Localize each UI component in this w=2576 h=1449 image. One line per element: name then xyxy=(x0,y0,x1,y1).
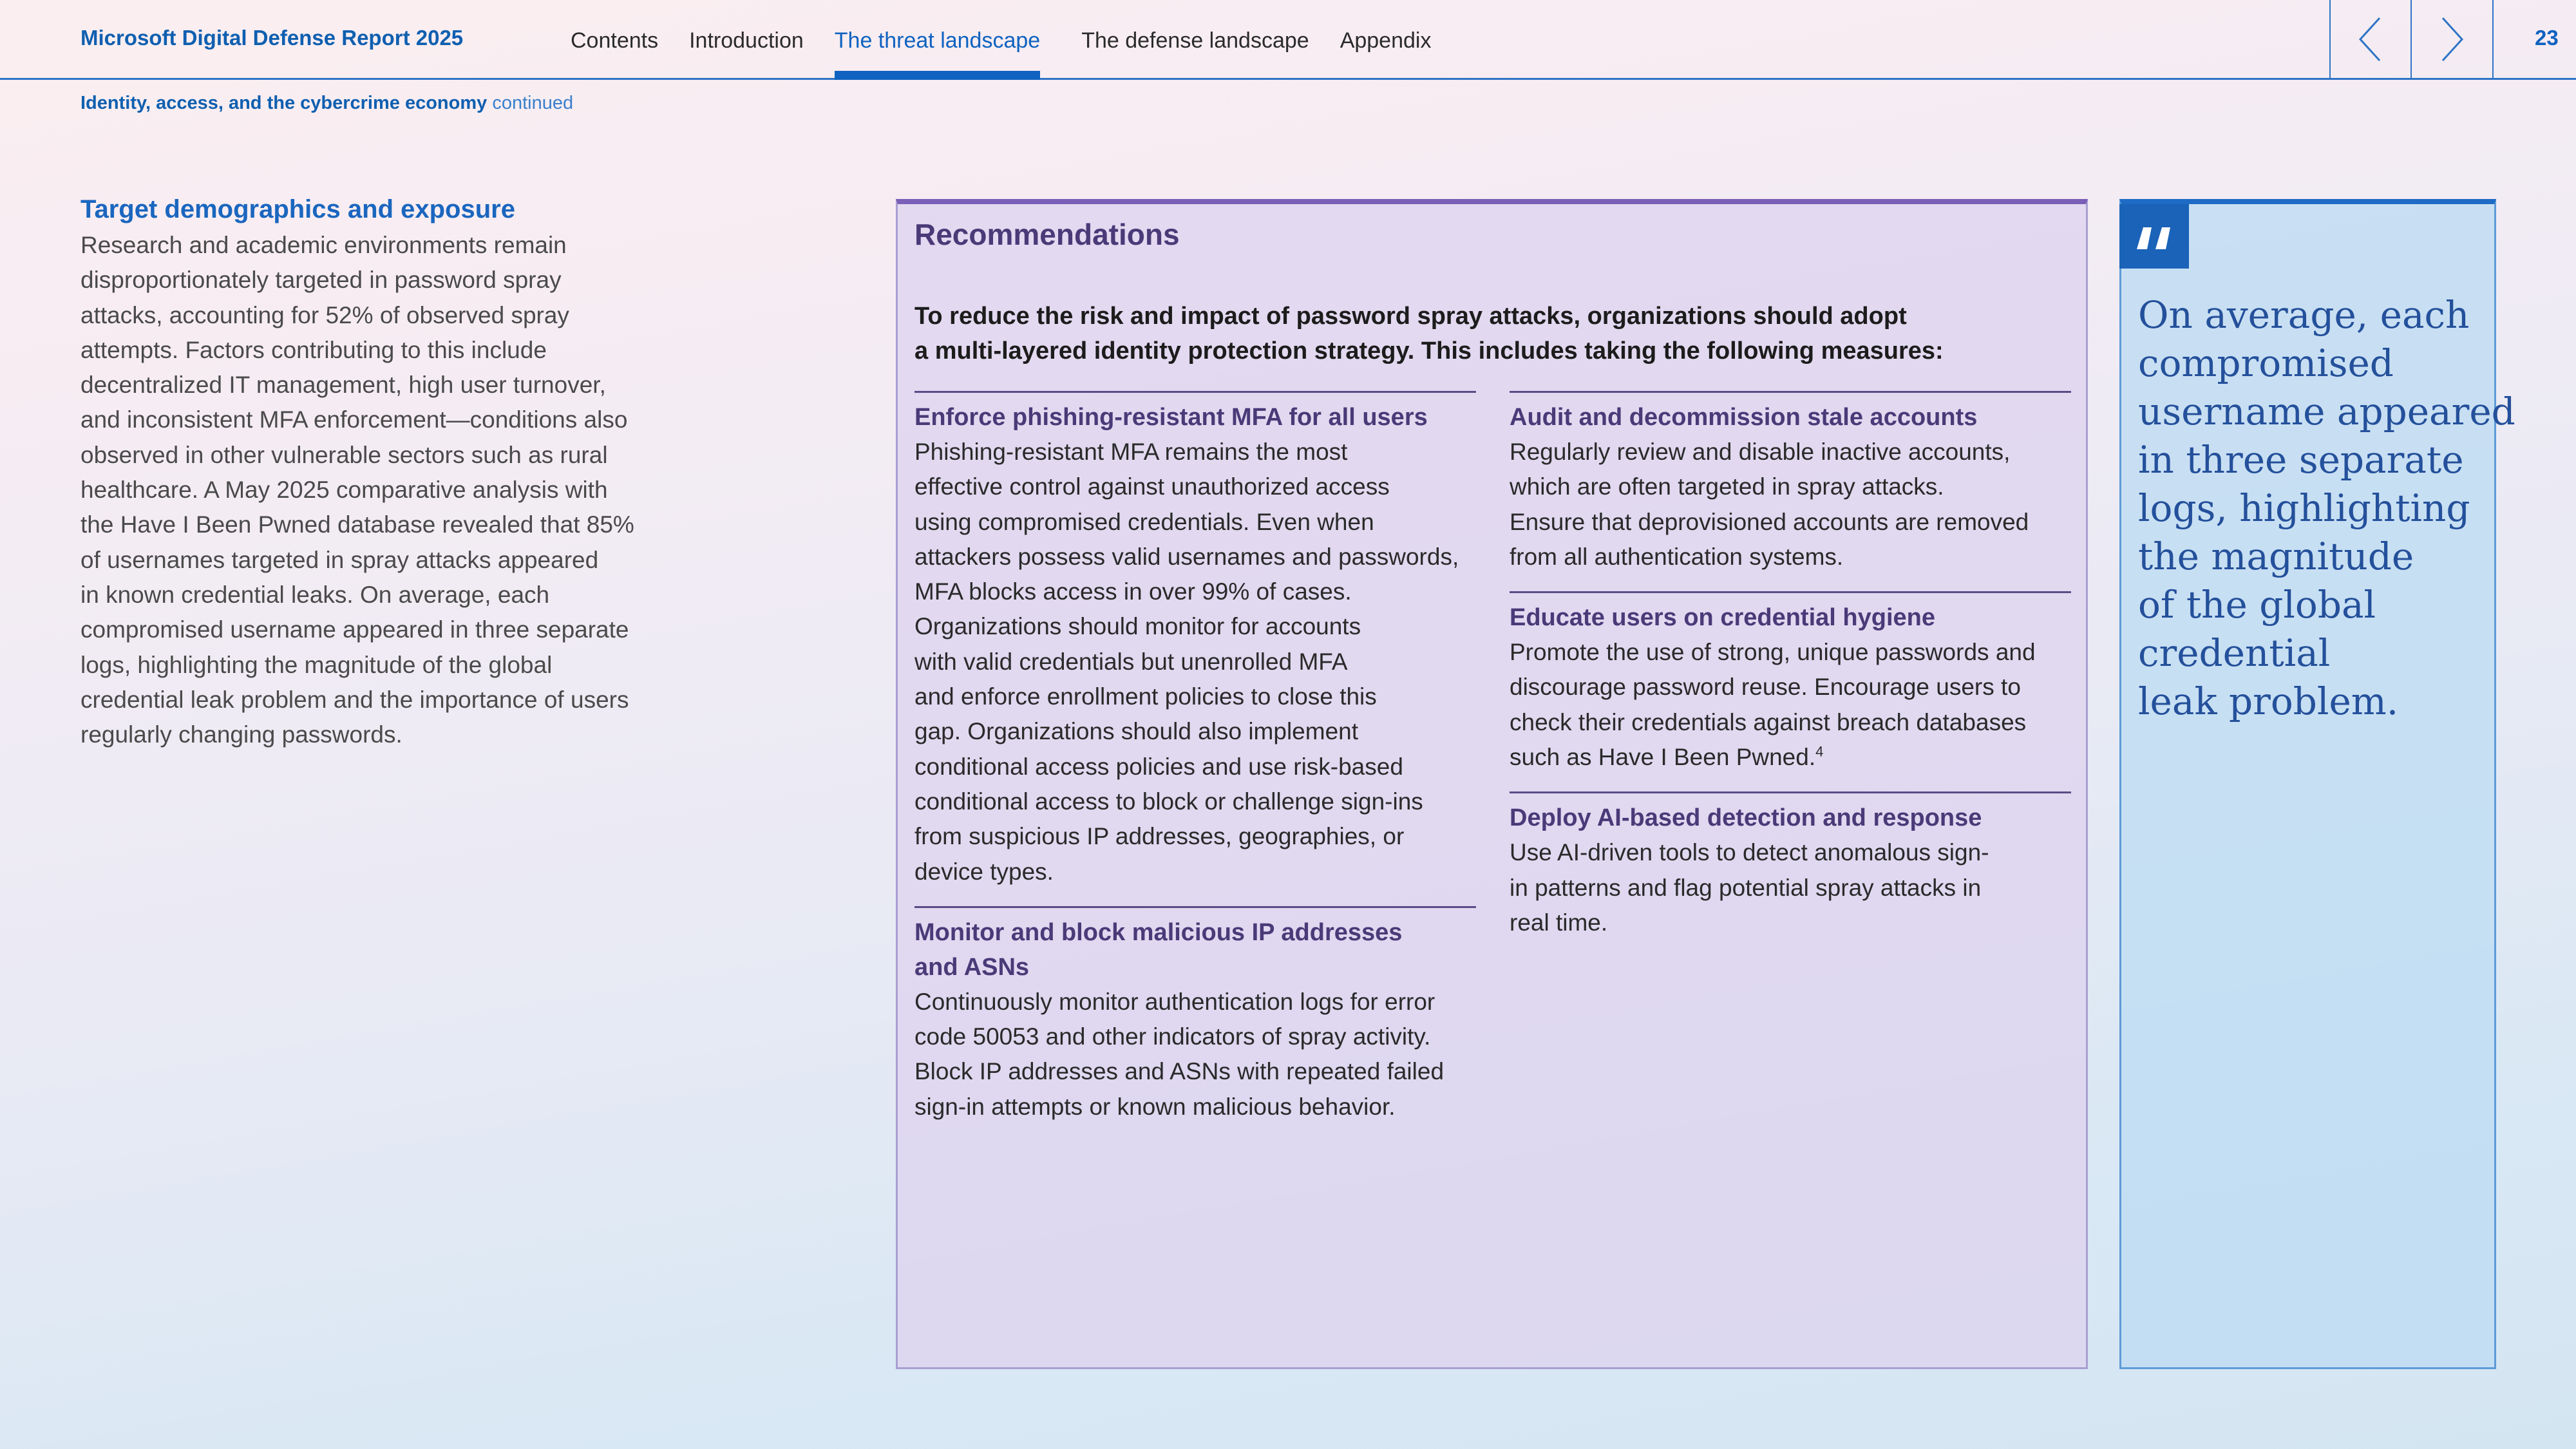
text-line: which are often targeted in spray attacks. xyxy=(1510,473,1944,500)
section-breadcrumb xyxy=(80,93,573,114)
text-line: the magnitude xyxy=(2138,535,2414,578)
text-line: and enforce enrollment policies to close this xyxy=(914,683,1377,710)
text-line: Organizations should monitor for accounts xyxy=(914,613,1361,640)
nav-defense-landscape[interactable]: The defense landscape xyxy=(1081,28,1309,53)
recommendations-title: Recommendations xyxy=(914,218,1180,251)
text-line: real time. xyxy=(1510,909,1608,936)
recommendation-body xyxy=(1510,835,2071,940)
recommendation-block-malicious-ips xyxy=(914,906,1476,1124)
text-line: in known credential leaks. On average, each xyxy=(80,581,550,608)
body-paragraph xyxy=(80,228,660,752)
text-line: decentralized IT management, high user turnover, xyxy=(80,372,606,399)
text-line: the Have I Been Pwned database revealed that 85% xyxy=(80,511,634,538)
section-suffix: continued xyxy=(492,93,574,113)
text-line: Block IP addresses and ASNs with repeated failed xyxy=(914,1058,1444,1085)
text-line: MFA blocks access in over 99% of cases. xyxy=(914,578,1352,605)
quote-mark-glyph xyxy=(2134,222,2174,251)
text-line: compromised xyxy=(2138,341,2394,385)
recommendation-body xyxy=(1510,435,2071,574)
page-indicator xyxy=(2492,0,2576,78)
text-line: Phishing-resistant MFA remains the most xyxy=(914,439,1348,465)
text-line: effective control against unauthorized access xyxy=(914,473,1390,500)
pull-quote-text xyxy=(2138,291,2515,726)
text-line: conditional access policies and use risk-based xyxy=(914,753,1403,780)
recommendation-title xyxy=(1510,600,2071,635)
text-line: Ensure that deprovisioned accounts are removed xyxy=(1510,508,2029,535)
text-line: code 50053 and other indicators of spray activity. xyxy=(914,1023,1431,1050)
text-line: Enforce phishing-resistant MFA for all users xyxy=(914,404,1428,431)
text-line: Promote the use of strong, unique passwords and xyxy=(1510,639,2036,666)
text-line: Regularly review and disable inactive accounts, xyxy=(1510,439,2011,465)
text-line: attackers possess valid usernames and passwords, xyxy=(914,543,1459,570)
next-page-button[interactable] xyxy=(2410,0,2492,78)
nav-contents[interactable]: Contents xyxy=(571,28,659,53)
recommendation-title xyxy=(914,915,1476,985)
text-line: Educate users on credential hygiene xyxy=(1510,604,1935,632)
nav-threat-landscape[interactable]: The threat landscape xyxy=(835,0,1040,78)
previous-page-button[interactable] xyxy=(2329,0,2410,78)
recommendation-phishing-resistant-mfa xyxy=(914,391,1476,889)
text-line: username appeared xyxy=(2138,390,2515,433)
text-line: Research and academic environments remain xyxy=(80,232,567,258)
text-line: Use AI-driven tools to detect anomalous sign- xyxy=(1510,839,1989,866)
text-line: Deploy AI-based detection and response xyxy=(1510,804,1982,832)
text-fragment: such as Have I Been Pwned. xyxy=(1510,744,1816,771)
page-number: 23 xyxy=(2535,26,2559,50)
recommendation-credential-hygiene xyxy=(1510,591,2071,775)
text-line: credential leak problem and the importance of users xyxy=(80,686,629,713)
report-title[interactable]: Microsoft Digital Defense Report 2025 xyxy=(80,26,464,50)
text-line: in three separate xyxy=(2138,438,2464,482)
text-line: from suspicious IP addresses, geographies, or xyxy=(914,823,1405,850)
text-line: leak problem. xyxy=(2138,679,2399,723)
text-line: To reduce the risk and impact of password spray attacks, organizations should adopt xyxy=(914,303,1907,330)
recommendation-body xyxy=(914,435,1476,889)
text-line: Monitor and block malicious IP addresses xyxy=(914,918,1403,946)
footnote-reference[interactable]: 4 xyxy=(1815,743,1824,760)
recommendation-title xyxy=(1510,800,2071,835)
text-line: logs, highlighting xyxy=(2138,486,2470,530)
section-title: Identity, access, and the cybercrime economy xyxy=(80,93,488,113)
text-line: observed in other vulnerable sectors such as rural xyxy=(80,441,608,468)
text-line: with valid credentials but unenrolled MFA xyxy=(914,648,1348,675)
text-line: On average, each xyxy=(2138,293,2470,337)
recommendation-body xyxy=(914,985,1476,1124)
text-line: using compromised credentials. Even when xyxy=(914,508,1374,535)
text-line: disproportionately targeted in password spray xyxy=(80,267,562,294)
text-line: conditional access to block or challenge sign-ins xyxy=(914,788,1423,815)
recommendations-column-right xyxy=(1510,391,2071,957)
recommendation-body xyxy=(1510,635,2071,775)
recommendations-intro xyxy=(914,299,1944,368)
nav-appendix[interactable]: Appendix xyxy=(1340,28,1432,53)
target-demographics-section xyxy=(80,193,660,752)
text-line: credential xyxy=(2138,631,2331,675)
text-line: logs, highlighting the magnitude of the global xyxy=(80,651,553,678)
pull-quote-panel xyxy=(2119,199,2515,1369)
chevron-right-icon xyxy=(2439,17,2465,62)
text-line: gap. Organizations should also implement xyxy=(914,718,1358,745)
quote-mark-icon xyxy=(2119,204,2189,269)
text-line: of usernames targeted in spray attacks appeared xyxy=(80,546,599,573)
text-line: in patterns and flag potential spray attacks in xyxy=(1510,874,1982,901)
text-line: regularly changing passwords. xyxy=(80,721,402,748)
recommendations-panel xyxy=(896,199,2088,1369)
text-line: healthcare. A May 2025 comparative analysis with xyxy=(80,477,608,504)
text-line: from all authentication systems. xyxy=(1510,543,1844,570)
text-line: Continuously monitor authentication logs for error xyxy=(914,988,1435,1015)
text-line: sign-in attempts or known malicious behavior. xyxy=(914,1093,1396,1120)
recommendation-ai-detection xyxy=(1510,791,2071,940)
section-heading: Target demographics and exposure xyxy=(80,195,515,223)
text-line: compromised username appeared in three separate xyxy=(80,616,629,643)
text-line: attacks, accounting for 52% of observed spray xyxy=(80,301,569,328)
text-line: and inconsistent MFA enforcement—conditions also xyxy=(80,406,628,433)
text-line: of the global xyxy=(2138,583,2376,627)
recommendations-column-left xyxy=(914,391,1476,1141)
text-line: check their credentials against breach databases xyxy=(1510,708,2027,735)
top-bar xyxy=(0,0,2576,80)
text-line xyxy=(1510,740,2071,775)
recommendation-audit-stale-accounts xyxy=(1510,391,2071,574)
chevron-left-icon xyxy=(2358,17,2383,62)
text-line: a multi-layered identity protection strategy. This includes taking the following measures: xyxy=(914,337,1944,365)
recommendation-title xyxy=(1510,400,2071,435)
text-line: and ASNs xyxy=(914,953,1030,981)
text-line: Audit and decommission stale accounts xyxy=(1510,404,1978,431)
recommendation-title xyxy=(914,400,1476,435)
text-line: discourage password reuse. Encourage users to xyxy=(1510,674,2021,701)
top-nav xyxy=(571,0,1462,78)
text-line: attempts. Factors contributing to this include xyxy=(80,336,547,363)
nav-introduction[interactable]: Introduction xyxy=(689,28,804,53)
text-line: device types. xyxy=(914,858,1054,885)
